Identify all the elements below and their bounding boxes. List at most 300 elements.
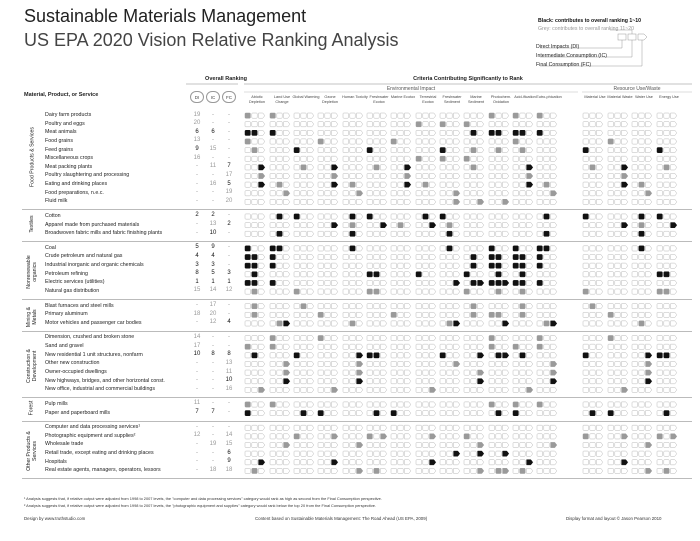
criterion-indicator	[245, 156, 250, 161]
criterion-indicator	[391, 263, 396, 268]
criterion-indicator	[639, 304, 644, 309]
criterion-indicator	[590, 344, 595, 349]
criterion-indicator	[350, 434, 355, 439]
criterion-indicator	[398, 214, 403, 219]
criterion-indicator	[527, 182, 533, 187]
criterion-indicator	[398, 272, 403, 277]
criterion-indicator	[657, 280, 662, 285]
criterion-indicator	[478, 434, 484, 439]
criterion-indicator	[671, 304, 677, 309]
criterion-indicator	[608, 280, 613, 285]
criterion-indicator	[259, 411, 265, 416]
criterion-indicator	[440, 321, 445, 326]
criterion-indicator	[447, 335, 452, 340]
criterion-indicator	[374, 370, 379, 375]
criterion-indicator	[416, 182, 421, 187]
criterion-indicator	[551, 272, 557, 277]
criterion-indicator	[671, 425, 677, 430]
criterion-indicator	[583, 361, 588, 366]
criterion-indicator	[332, 130, 338, 135]
criterion-indicator	[471, 182, 476, 187]
page-subtitle: US EPA 2020 Vision Relative Ranking Analysis	[24, 30, 399, 50]
criterion-indicator	[423, 263, 428, 268]
criterion-indicator	[301, 312, 306, 317]
criterion-indicator	[671, 361, 677, 366]
criterion-indicator	[464, 199, 469, 204]
criterion-indicator	[608, 113, 613, 118]
criterion-indicator	[615, 165, 620, 170]
criterion-indicator	[423, 451, 428, 456]
criterion-indicator	[350, 182, 355, 187]
rank-fc: 1	[227, 278, 231, 285]
criterion-indicator	[544, 280, 549, 285]
criterion-indicator	[294, 353, 299, 358]
criterion-indicator	[671, 173, 677, 178]
criterion-indicator	[657, 312, 662, 317]
criterion-indicator	[503, 231, 509, 236]
criterion-indicator	[622, 468, 628, 473]
criterion-indicator	[664, 353, 669, 358]
criterion-indicator	[537, 231, 542, 236]
row-label: Crude petroleum and natural gas	[45, 253, 123, 260]
criterion-indicator	[639, 411, 644, 416]
criterion-indicator	[664, 191, 669, 196]
criterion-indicator	[478, 312, 484, 317]
criterion-indicator	[343, 191, 348, 196]
criterion-indicator	[350, 335, 355, 340]
criterion-indicator	[405, 321, 411, 326]
criterion-indicator	[430, 130, 436, 135]
criterion-indicator	[367, 165, 372, 170]
criterion-indicator	[597, 321, 603, 326]
criterion-indicator	[381, 148, 387, 153]
criterion-indicator	[520, 272, 525, 277]
criterion-indicator	[245, 387, 250, 392]
criterion-indicator	[277, 214, 282, 219]
row-label: Other new construction	[45, 360, 100, 367]
criterion-indicator	[615, 199, 620, 204]
criterion-indicator	[551, 254, 557, 259]
criterion-indicator	[294, 335, 299, 340]
criterion-indicator	[357, 411, 363, 416]
criterion-indicator	[294, 246, 299, 251]
criterion-indicator	[391, 460, 396, 465]
criterion-indicator	[527, 361, 533, 366]
rank-di: 6	[195, 128, 199, 135]
criterion-indicator	[657, 113, 662, 118]
criterion-indicator	[332, 122, 338, 127]
criterion-indicator	[374, 272, 379, 277]
criterion-indicator	[447, 312, 452, 317]
criterion-indicator	[583, 451, 588, 456]
criterion-indicator	[646, 122, 652, 127]
rank-fc: 16	[225, 385, 233, 392]
criterion-indicator	[489, 344, 494, 349]
criterion-indicator	[464, 173, 469, 178]
criterion-indicator	[537, 344, 542, 349]
criterion-indicator	[343, 353, 348, 358]
criterion-indicator	[252, 321, 257, 326]
criterion-indicator	[374, 335, 379, 340]
criterion-indicator	[513, 387, 518, 392]
criterion-indicator	[471, 289, 476, 294]
criterion-indicator	[646, 353, 652, 358]
criterion-indicator	[447, 165, 452, 170]
criterion-indicator	[294, 113, 299, 118]
criterion-indicator	[391, 370, 396, 375]
di-header: DI	[190, 91, 204, 103]
criterion-indicator	[294, 122, 299, 127]
criterion-indicator	[496, 304, 501, 309]
criterion-indicator	[430, 223, 436, 228]
criterion-indicator	[405, 130, 411, 135]
criterion-indicator	[391, 344, 396, 349]
criterion-indicator	[520, 289, 525, 294]
criterion-indicator	[284, 304, 290, 309]
criterion-indicator	[357, 113, 363, 118]
criterion-indicator	[357, 304, 363, 309]
criterion-indicator	[259, 231, 265, 236]
criterion-indicator	[503, 113, 509, 118]
row-label: Natural gas distribution	[45, 287, 100, 294]
criterion-indicator	[416, 468, 421, 473]
section-label: Textiles	[28, 215, 35, 233]
criterion-indicator	[464, 139, 469, 144]
criterion-indicator	[398, 370, 403, 375]
criterion-indicator	[318, 254, 323, 259]
criterion-indicator	[464, 280, 469, 285]
criterion-indicator	[416, 402, 421, 407]
rank-di: 5	[195, 244, 199, 251]
criterion-indicator	[270, 246, 275, 251]
criterion-indicator	[308, 199, 314, 204]
rank-fc: -	[228, 128, 230, 135]
rank-fc: -	[228, 252, 230, 259]
criterion-indicator	[671, 148, 677, 153]
row-label: Fluid milk	[45, 198, 68, 205]
criterion-indicator	[350, 312, 355, 317]
criterion-indicator	[430, 246, 436, 251]
row-label: Meat animals	[45, 129, 77, 136]
criterion-indicator	[615, 387, 620, 392]
criterion-indicator	[374, 411, 379, 416]
criterion-indicator	[308, 411, 314, 416]
criterion-indicator	[597, 280, 603, 285]
rank-fc: -	[228, 120, 230, 127]
criterion-indicator	[527, 122, 533, 127]
criterion-indicator	[496, 156, 501, 161]
criterion-indicator	[391, 321, 396, 326]
criterion-indicator	[503, 130, 509, 135]
criterion-indicator	[615, 148, 620, 153]
criterion-indicator	[615, 231, 620, 236]
criterion-header: Freshwater Ecotox	[369, 95, 389, 104]
criterion-indicator	[284, 191, 290, 196]
criterion-indicator	[252, 113, 257, 118]
criterion-indicator	[622, 451, 628, 456]
criterion-indicator	[608, 130, 613, 135]
criterion-indicator	[374, 344, 379, 349]
criterion-indicator	[622, 214, 628, 219]
criterion-indicator	[343, 122, 348, 127]
criterion-indicator	[447, 139, 452, 144]
criterion-indicator	[478, 214, 484, 219]
criterion-indicator	[405, 165, 411, 170]
criterion-indicator	[252, 122, 257, 127]
criterion-indicator	[294, 379, 299, 384]
criterion-indicator	[464, 451, 469, 456]
criterion-indicator	[583, 344, 588, 349]
criterion-indicator	[646, 165, 652, 170]
criterion-indicator	[405, 289, 411, 294]
criterion-indicator	[416, 272, 421, 277]
criterion-indicator	[454, 272, 460, 277]
criterion-indicator	[259, 139, 265, 144]
criterion-indicator	[527, 434, 533, 439]
criterion-indicator	[471, 113, 476, 118]
rank-ic: 4	[211, 252, 215, 259]
criterion-indicator	[632, 182, 637, 187]
criterion-indicator	[259, 254, 265, 259]
criterion-indicator	[357, 165, 363, 170]
criterion-indicator	[357, 442, 363, 447]
criterion-indicator	[294, 272, 299, 277]
criterion-indicator	[632, 148, 637, 153]
criterion-indicator	[478, 113, 484, 118]
criterion-indicator	[332, 361, 338, 366]
criterion-indicator	[381, 263, 387, 268]
criterion-indicator	[590, 353, 595, 358]
criterion-indicator	[537, 379, 542, 384]
criterion-header: Material Waste	[607, 95, 633, 99]
criterion-indicator	[374, 361, 379, 366]
criterion-indicator	[664, 321, 669, 326]
criterion-indicator	[657, 353, 662, 358]
criterion-indicator	[489, 468, 494, 473]
criterion-indicator	[416, 451, 421, 456]
criterion-indicator	[343, 223, 348, 228]
criterion-indicator	[245, 434, 250, 439]
criterion-indicator	[664, 130, 669, 135]
rank-di: -	[196, 385, 198, 392]
criterion-indicator	[489, 442, 494, 447]
criterion-indicator	[527, 156, 533, 161]
rank-ic: 18	[209, 466, 217, 473]
criterion-indicator	[430, 280, 436, 285]
criterion-indicator	[343, 231, 348, 236]
criterion-indicator	[489, 156, 494, 161]
criterion-indicator	[430, 460, 436, 465]
criterion-indicator	[520, 451, 525, 456]
criterion-indicator	[357, 451, 363, 456]
criterion-indicator	[671, 130, 677, 135]
criterion-indicator	[496, 425, 501, 430]
layout-credit: Display format and layout © Jason Pearson 2010	[566, 516, 662, 521]
criterion-indicator	[440, 370, 445, 375]
rank-fc: 4	[227, 319, 231, 326]
criterion-indicator	[430, 387, 436, 392]
criterion-indicator	[664, 387, 669, 392]
criterion-indicator	[597, 387, 603, 392]
criterion-indicator	[590, 460, 595, 465]
criterion-indicator	[544, 113, 549, 118]
criterion-indicator	[367, 451, 372, 456]
rank-ic: 7	[211, 409, 215, 416]
criterion-indicator	[657, 425, 662, 430]
criterion-indicator	[374, 304, 379, 309]
criterion-indicator	[646, 402, 652, 407]
criterion-indicator	[590, 289, 595, 294]
criterion-indicator	[664, 122, 669, 127]
criterion-indicator	[245, 122, 250, 127]
criterion-indicator	[597, 165, 603, 170]
criterion-indicator	[391, 130, 396, 135]
criterion-indicator	[447, 280, 452, 285]
criterion-indicator	[350, 254, 355, 259]
criterion-indicator	[590, 387, 595, 392]
criterion-indicator	[374, 442, 379, 447]
criterion-indicator	[440, 173, 445, 178]
criterion-indicator	[527, 353, 533, 358]
criterion-indicator	[622, 263, 628, 268]
criterion-indicator	[398, 425, 403, 430]
criterion-indicator	[454, 263, 460, 268]
criterion-indicator	[294, 289, 299, 294]
criterion-indicator	[440, 434, 445, 439]
criterion-indicator	[478, 191, 484, 196]
criterion-indicator	[357, 139, 363, 144]
criterion-indicator	[657, 379, 662, 384]
criterion-indicator	[527, 263, 533, 268]
criterion-indicator	[294, 156, 299, 161]
criterion-indicator	[503, 344, 509, 349]
criterion-indicator	[496, 214, 501, 219]
criterion-indicator	[664, 199, 669, 204]
criterion-indicator	[325, 156, 330, 161]
criterion-indicator	[357, 434, 363, 439]
criterion-indicator	[294, 370, 299, 375]
criterion-indicator	[367, 231, 372, 236]
criterion-indicator	[277, 468, 282, 473]
criterion-indicator	[615, 263, 620, 268]
criterion-indicator	[646, 191, 652, 196]
criterion-indicator	[447, 263, 452, 268]
criterion-indicator	[301, 113, 306, 118]
criterion-indicator	[357, 122, 363, 127]
criterion-indicator	[416, 434, 421, 439]
criterion-indicator	[664, 173, 669, 178]
criterion-indicator	[398, 289, 403, 294]
criterion-indicator	[639, 214, 644, 219]
criterion-indicator	[597, 460, 603, 465]
criterion-indicator	[608, 272, 613, 277]
criterion-indicator	[639, 191, 644, 196]
criterion-indicator	[454, 312, 460, 317]
criterion-indicator	[657, 165, 662, 170]
criterion-indicator	[367, 387, 372, 392]
criterion-indicator	[583, 182, 588, 187]
criterion-indicator	[381, 370, 387, 375]
criterion-indicator	[537, 361, 542, 366]
rank-fc: -	[228, 302, 230, 309]
criterion-indicator	[590, 280, 595, 285]
rank-fc: 8	[227, 351, 231, 358]
criterion-indicator	[447, 425, 452, 430]
criterion-indicator	[527, 173, 533, 178]
criterion-indicator	[671, 280, 677, 285]
criterion-indicator	[520, 335, 525, 340]
criterion-indicator	[325, 263, 330, 268]
criterion-indicator	[405, 199, 411, 204]
criterion-indicator	[597, 425, 603, 430]
criterion-indicator	[544, 122, 549, 127]
criterion-indicator	[350, 199, 355, 204]
criterion-indicator	[471, 379, 476, 384]
criterion-indicator	[318, 130, 323, 135]
criterion-indicator	[454, 468, 460, 473]
criterion-indicator	[308, 148, 314, 153]
criterion-indicator	[520, 434, 525, 439]
criterion-indicator	[277, 223, 282, 228]
criterion-indicator	[423, 335, 428, 340]
rank-di: 20	[193, 120, 201, 127]
criterion-indicator	[471, 304, 476, 309]
criterion-indicator	[277, 199, 282, 204]
criterion-indicator	[252, 434, 257, 439]
criterion-indicator	[294, 451, 299, 456]
criterion-indicator	[454, 434, 460, 439]
criterion-indicator	[343, 468, 348, 473]
criterion-indicator	[622, 231, 628, 236]
criterion-indicator	[590, 321, 595, 326]
criterion-indicator	[357, 223, 363, 228]
criterion-indicator	[544, 263, 549, 268]
criterion-indicator	[608, 460, 613, 465]
criterion-indicator	[615, 402, 620, 407]
criterion-indicator	[537, 442, 542, 447]
criterion-indicator	[405, 280, 411, 285]
criterion-indicator	[284, 353, 290, 358]
criterion-indicator	[615, 254, 620, 259]
criterion-indicator	[527, 370, 533, 375]
criterion-indicator	[608, 411, 613, 416]
criterion-indicator	[245, 272, 250, 277]
criterion-indicator	[496, 353, 501, 358]
criterion-indicator	[622, 460, 628, 465]
criterion-indicator	[301, 263, 306, 268]
row-label: Poultry slaughtering and processing	[45, 172, 130, 179]
rank-fc: -	[228, 146, 230, 153]
rank-di: -	[196, 423, 198, 430]
criterion-indicator	[454, 425, 460, 430]
criterion-indicator	[447, 231, 452, 236]
criterion-indicator	[374, 379, 379, 384]
criterion-indicator	[343, 335, 348, 340]
criterion-indicator	[454, 199, 460, 204]
rank-ic: -	[212, 449, 214, 456]
rank-di: 13	[193, 137, 201, 144]
criterion-indicator	[464, 231, 469, 236]
criterion-indicator	[284, 272, 290, 277]
criterion-indicator	[318, 379, 323, 384]
rank-fc: -	[228, 310, 230, 317]
criterion-indicator	[657, 231, 662, 236]
criterion-indicator	[608, 353, 613, 358]
criterion-indicator	[381, 304, 387, 309]
criterion-indicator	[374, 156, 379, 161]
criterion-indicator	[664, 425, 669, 430]
criterion-indicator	[608, 379, 613, 384]
